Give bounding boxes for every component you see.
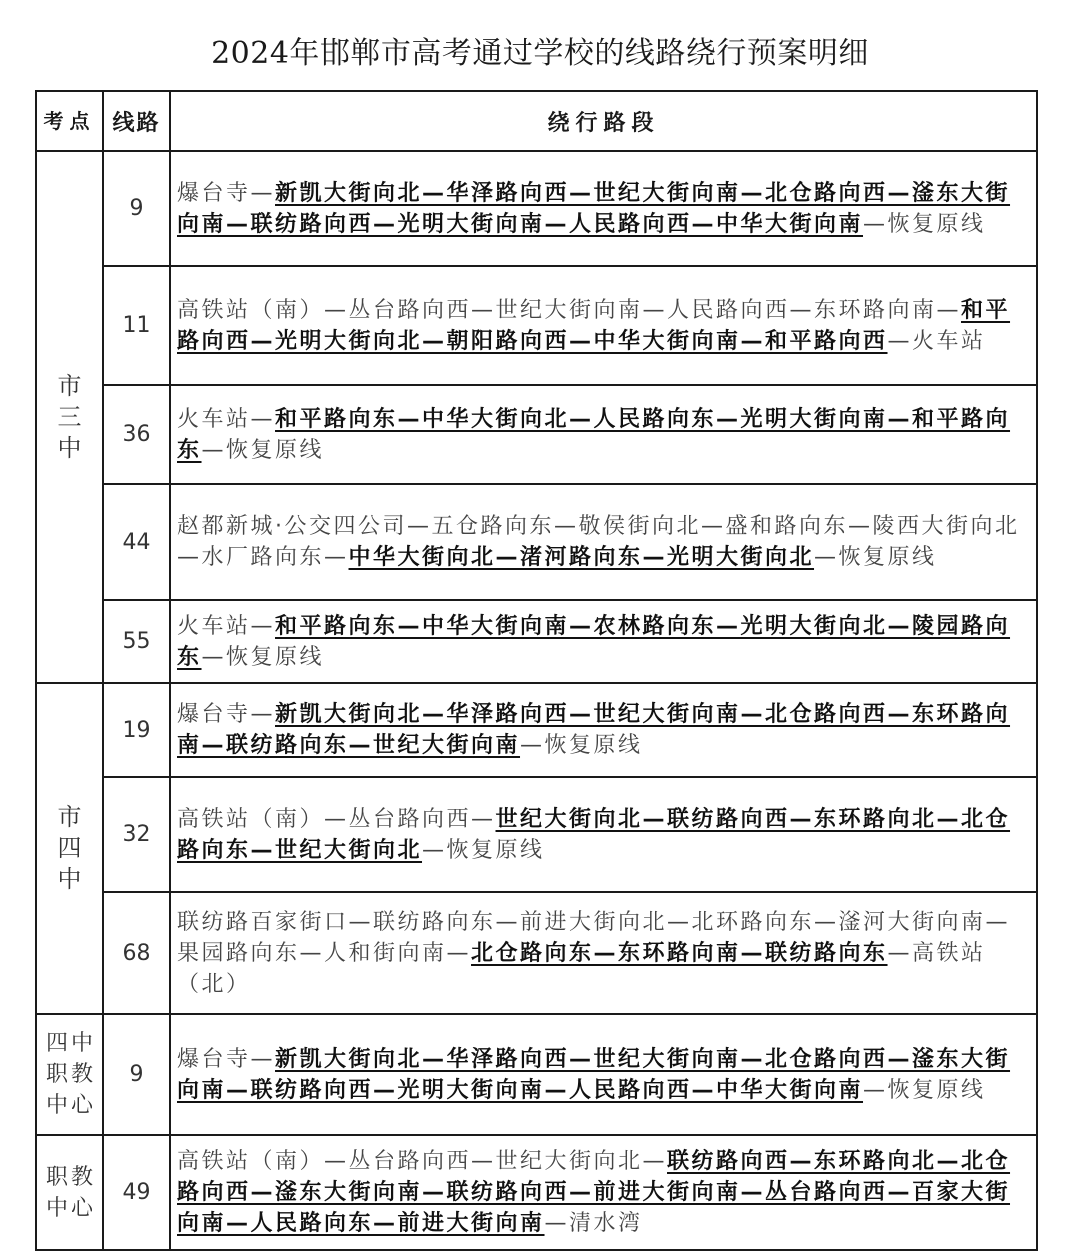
header-route-label: 绕行路段 xyxy=(547,110,660,136)
exam-site-label: 职 教 中 心 xyxy=(45,1164,93,1221)
route-table-wrapper xyxy=(35,90,1038,1251)
route-segment: —高铁站（北） xyxy=(177,940,986,997)
route-segment: 高铁站（南）—丛台路向西—世纪大街向北— xyxy=(177,1149,668,1174)
detour-segment-underlined: 和平路向东—中华大街向南—农林路向东—光明大街向北—陵园路向东 xyxy=(177,613,1011,670)
route-segment: 联纺路百家街口—联纺路向东—前进大街向北—北环路向东—滏河大街向南—果园路向东—人和街向南— xyxy=(177,909,1011,966)
detour-route xyxy=(170,683,1037,777)
table-row xyxy=(36,151,1037,266)
bus-line-number: 11 xyxy=(103,266,170,385)
detour-segment-underlined: 和平路向东—中华大街向北—人民路向东—光明大街向南—和平路向东 xyxy=(177,406,1011,463)
route-segment: 爆台寺— xyxy=(177,1046,276,1072)
route-segment: —恢复原线 xyxy=(863,211,986,237)
exam-site-label: 市 四 中 xyxy=(57,803,82,893)
header-site-label: 考点 xyxy=(43,109,96,133)
header-row xyxy=(36,91,1037,151)
route-segment: —火车站 xyxy=(887,328,986,354)
exam-site-label: 四 中 职 教 中 心 xyxy=(45,1031,93,1118)
route-segment: —恢复原线 xyxy=(814,545,937,570)
route-segment: 高铁站（南）—丛台路向西—世纪大街向南—人民路向西—东环路向南— xyxy=(177,297,962,323)
detour-segment-underlined: 世纪大街向北—联纺路向西—东环路向北—北仓路向东—世纪大街向北 xyxy=(177,806,1011,863)
exam-site-cell xyxy=(36,683,103,1014)
route-segment: —清水湾 xyxy=(544,1211,643,1236)
header-line xyxy=(103,91,170,151)
detour-route xyxy=(170,266,1037,385)
detour-route xyxy=(170,484,1037,600)
route-segment: 火车站— xyxy=(177,406,276,432)
table-row xyxy=(36,1135,1037,1250)
table-body xyxy=(36,151,1037,1250)
detour-route xyxy=(170,777,1037,892)
bus-line-number: 49 xyxy=(103,1135,170,1250)
bus-line-number: 44 xyxy=(103,484,170,600)
route-segment: 爆台寺— xyxy=(177,180,276,206)
page-title: 2024年邯郸市高考通过学校的线路绕行预案明细 xyxy=(211,36,869,71)
route-segment: 爆台寺— xyxy=(177,702,276,727)
exam-site-label: 市 三 中 xyxy=(57,371,82,462)
table-row xyxy=(36,683,1037,777)
detour-segment-underlined: 北仓路向东—东环路向南—联纺路向东 xyxy=(471,940,888,966)
exam-site-cell xyxy=(36,151,103,683)
route-segment: —恢复原线 xyxy=(863,1077,986,1103)
bus-line-number: 19 xyxy=(103,683,170,777)
table-row xyxy=(36,484,1037,600)
detour-route xyxy=(170,892,1037,1014)
detour-segment-underlined: 中华大街向北—渚河路向东—光明大街向北 xyxy=(348,545,815,570)
table-row xyxy=(36,600,1037,683)
table-row xyxy=(36,892,1037,1014)
header-route xyxy=(170,91,1037,151)
detour-segment-underlined: 和平路向西—光明大街向北—朝阳路向西—中华大街向南—和平路向西 xyxy=(177,297,1011,354)
bus-line-number: 32 xyxy=(103,777,170,892)
detour-route xyxy=(170,600,1037,683)
table-row xyxy=(36,1014,1037,1135)
detour-segment-underlined: 新凯大街向北—华泽路向西—世纪大街向南—北仓路向西—滏东大街向南—联纺路向西—光明大街向南—人民路向西—中华大街向南 xyxy=(177,1046,1011,1103)
detour-segment-underlined: 新凯大街向北—华泽路向西—世纪大街向南—北仓路向西—东环路向南—联纺路向东—世纪大街向南 xyxy=(177,702,1011,758)
bus-line-number: 9 xyxy=(103,1014,170,1135)
header-site xyxy=(36,91,103,151)
detour-route xyxy=(170,385,1037,484)
table-row xyxy=(36,777,1037,892)
route-segment: —恢复原线 xyxy=(201,437,325,463)
exam-site-cell xyxy=(36,1135,103,1250)
route-segment: —恢复原线 xyxy=(422,837,545,863)
bus-line-number: 9 xyxy=(103,151,170,266)
bus-line-number: 55 xyxy=(103,600,170,683)
route-segment: 赵都新城·公交四公司—五仓路向东—敬侯街向北—盛和路向东—陵西大街向北—水厂路向东— xyxy=(177,514,1020,570)
table-row xyxy=(36,385,1037,484)
route-segment: 高铁站（南）—丛台路向西— xyxy=(177,806,496,832)
route-segment: 火车站— xyxy=(177,613,276,639)
bus-line-number: 68 xyxy=(103,892,170,1014)
detour-route xyxy=(170,1014,1037,1135)
route-segment: —恢复原线 xyxy=(201,644,325,670)
route-segment: —恢复原线 xyxy=(520,733,643,758)
detour-route xyxy=(170,1135,1037,1250)
exam-site-cell xyxy=(36,1014,103,1135)
header-line-label: 线路 xyxy=(112,110,161,136)
detour-segment-underlined: 新凯大街向北—华泽路向西—世纪大街向南—北仓路向西—滏东大街向南—联纺路向西—光明大街向南—人民路向西—中华大街向南 xyxy=(177,180,1011,237)
bus-line-number: 36 xyxy=(103,385,170,484)
detour-table xyxy=(35,90,1038,1251)
detour-route xyxy=(170,151,1037,266)
detour-segment-underlined: 联纺路向西—东环路向北—北仓路向西—滏东大街向南—联纺路向西—前进大街向南—丛台路向西—百家大街向南—人民路向东—前进大街向南 xyxy=(177,1149,1011,1236)
table-row xyxy=(36,266,1037,385)
